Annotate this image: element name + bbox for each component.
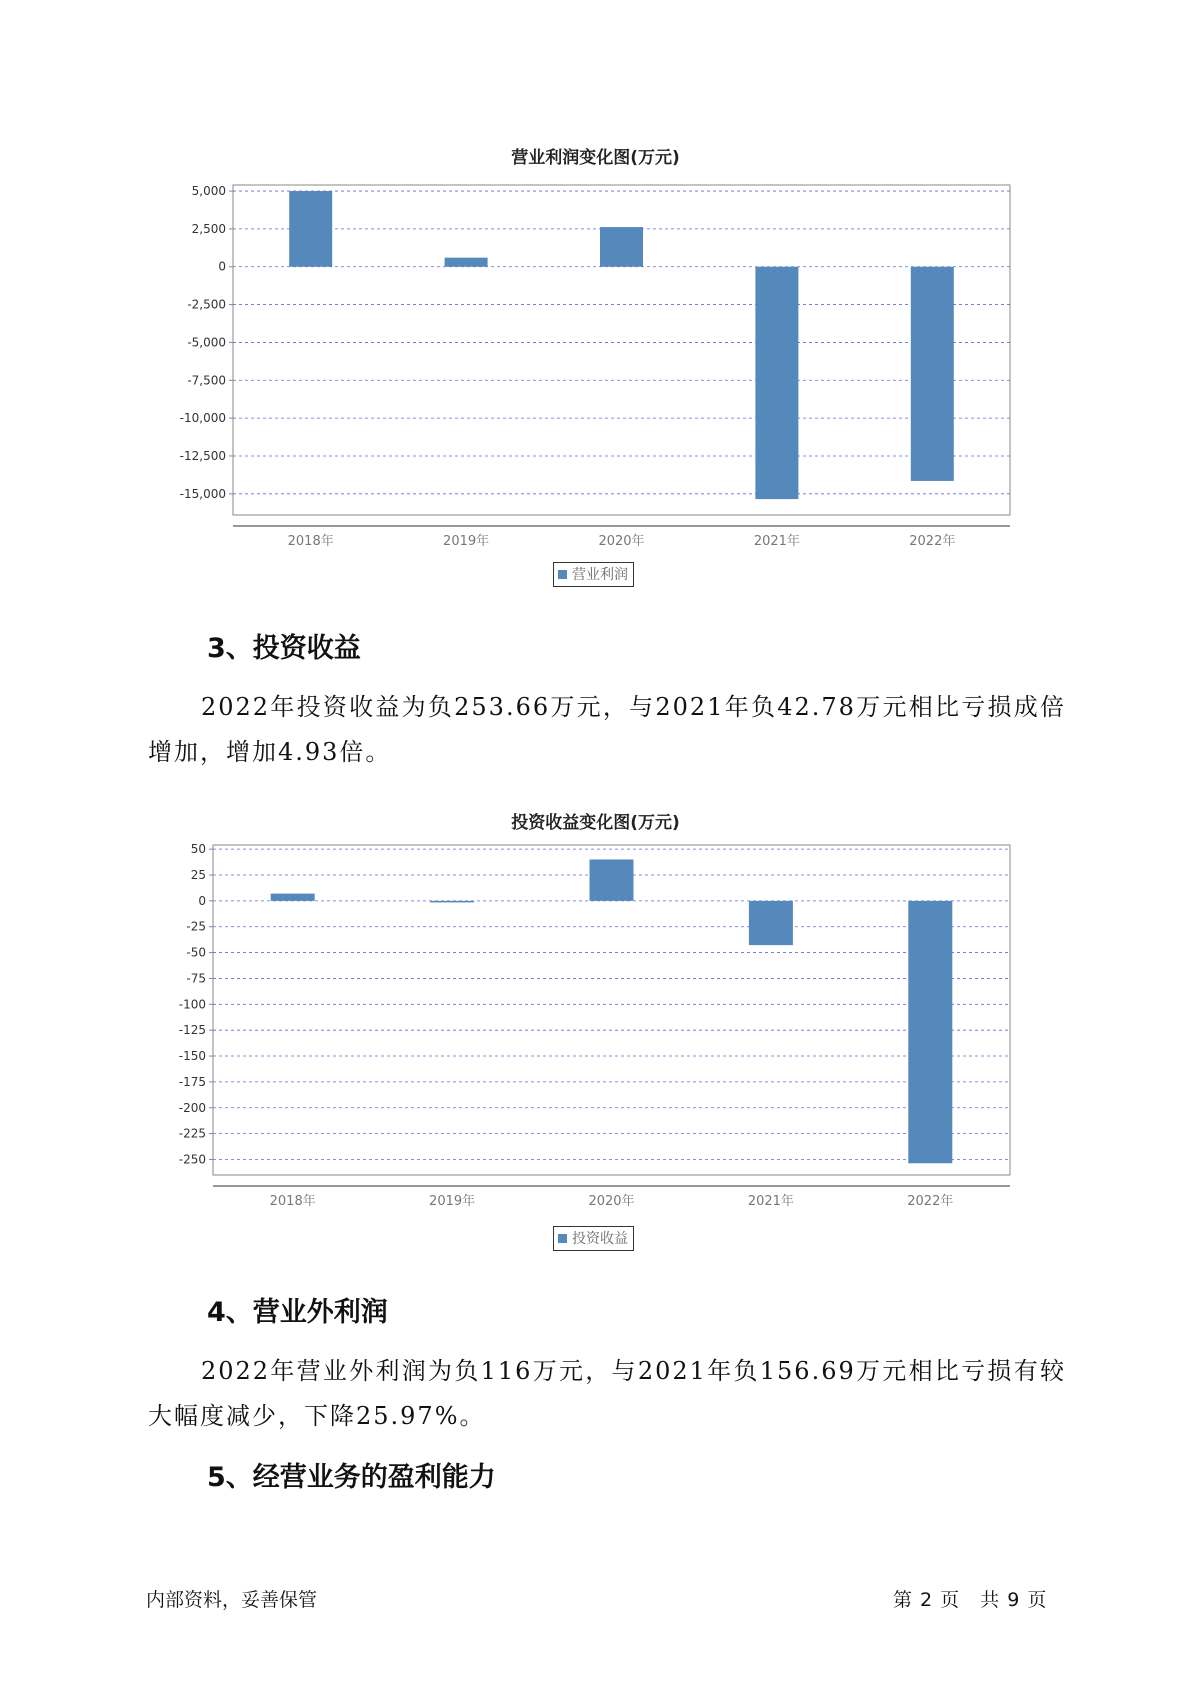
x-tick-label: 2018年 (269, 1194, 316, 1209)
y-tick-label: 50 (190, 842, 206, 857)
y-tick-label: -250 (178, 1152, 206, 1167)
y-tick-label: -7,500 (187, 373, 226, 388)
legend-label: 营业利润 (572, 567, 628, 583)
legend-swatch (558, 1234, 567, 1243)
y-tick-label: -175 (178, 1074, 206, 1089)
bar (271, 894, 315, 901)
chart-title-investment-income: 投资收益变化图(万元) (511, 813, 680, 833)
investment-income-chart (0, 835, 1191, 1215)
y-tick-label: 25 (190, 868, 206, 882)
chart-legend-operating-profit (553, 562, 634, 587)
legend-swatch (558, 570, 567, 579)
y-tick-label: -150 (178, 1049, 206, 1064)
bar (590, 859, 634, 900)
y-tick-label: -10,000 (179, 411, 226, 426)
x-tick-label: 2022年 (907, 1194, 954, 1209)
x-tick-label: 2019年 (443, 534, 490, 549)
y-tick-label: 2,500 (191, 221, 226, 236)
legend-label: 投资收益 (572, 1231, 628, 1247)
bar (445, 258, 488, 267)
y-tick-label: -100 (178, 997, 206, 1012)
y-tick-label: 0 (198, 893, 206, 908)
section-heading-non-operating-profit: 4、营业外利润 (207, 1297, 388, 1328)
y-tick-label: 0 (218, 259, 226, 274)
x-tick-label: 2019年 (429, 1194, 476, 1209)
section-heading-investment-income: 3、投资收益 (207, 633, 361, 664)
y-tick-label: 5,000 (191, 184, 226, 199)
section-text-investment-income: 2022年投资收益为负253.66万元，与2021年负42.78万元相比亏损成倍增加，增加4.93倍。 (148, 693, 1066, 766)
y-tick-label: -200 (178, 1100, 206, 1115)
bar (908, 901, 952, 1163)
bar (600, 227, 643, 267)
bar (749, 901, 793, 945)
x-tick-label: 2022年 (909, 534, 956, 549)
footer-page-number: 第 2 页 共 9 页 (893, 1589, 1048, 1611)
operating-profit-chart (0, 170, 1191, 550)
bar (289, 191, 332, 267)
section-heading-profitability: 5、经营业务的盈利能力 (207, 1462, 496, 1493)
y-tick-label: -50 (186, 945, 206, 960)
chart-title-operating-profit: 营业利润变化图(万元) (511, 148, 680, 168)
bar (755, 267, 798, 499)
chart-legend-investment-income (553, 1226, 634, 1251)
bar (911, 267, 954, 481)
y-tick-label: -5,000 (187, 335, 226, 350)
y-tick-label: -15,000 (179, 486, 226, 501)
bar (430, 901, 474, 903)
footer-confidential-note: 内部资料，妥善保管 (146, 1589, 318, 1611)
x-tick-label: 2021年 (747, 1194, 794, 1209)
y-tick-label: -75 (186, 971, 206, 986)
x-tick-label: 2020年 (598, 534, 645, 549)
section-text-non-operating-profit: 2022年营业外利润为负116万元，与2021年负156.69万元相比亏损有较大幅度减少，下降25.97%。 (148, 1357, 1066, 1430)
y-tick-label: -12,500 (179, 448, 226, 463)
y-tick-label: -25 (186, 919, 206, 934)
y-tick-label: -225 (178, 1126, 206, 1141)
x-tick-label: 2021年 (753, 534, 800, 549)
y-tick-label: -125 (178, 1023, 206, 1038)
y-tick-label: -2,500 (187, 297, 226, 312)
x-tick-label: 2018年 (287, 534, 334, 549)
x-tick-label: 2020年 (588, 1194, 635, 1209)
